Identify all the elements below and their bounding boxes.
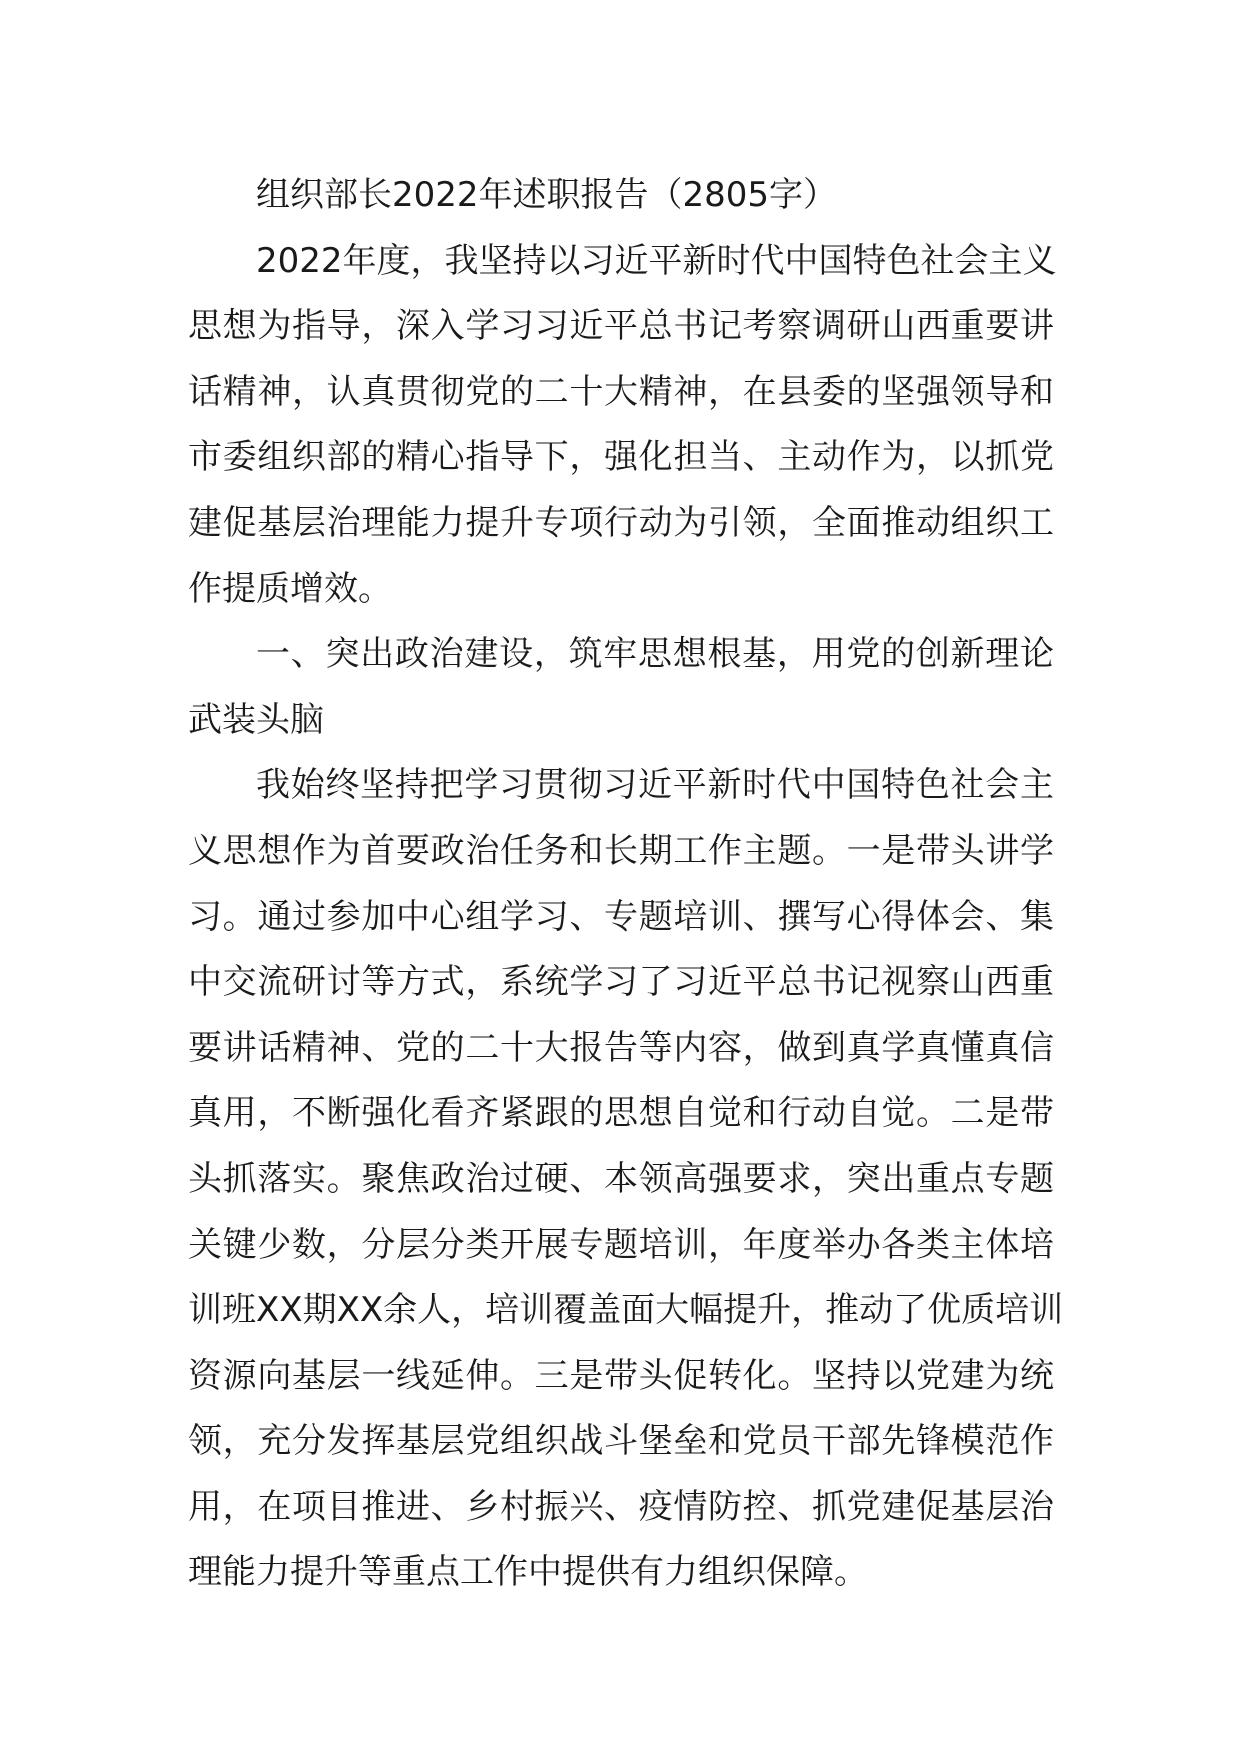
- paragraph-line: 我始终坚持把学习贯彻习近平新时代中国特色社会主: [256, 765, 1054, 806]
- paragraph-line: 中交流研讨等方式，系统学习了习近平总书记视察山西重: [188, 962, 1054, 1003]
- paragraph-line: 资源向基层一线延伸。三是带头促转化。坚持以党建为统: [188, 1355, 1054, 1396]
- paragraph-line: 话精神，认真贯彻党的二十大精神，在县委的坚强领导和: [188, 371, 1054, 412]
- paragraph-line: 头抓落实。聚焦政治过硬、本领高强要求，突出重点专题: [188, 1158, 1054, 1199]
- paragraph-line: 真用，不断强化看齐紧跟的思想自觉和行动自觉。二是带: [188, 1093, 1054, 1134]
- paragraph-line: 作提质增效。: [188, 568, 392, 609]
- document-body: [188, 163, 1064, 1606]
- paragraph-line: 习。通过参加中心组学习、专题培训、撰写心得体会、集: [188, 896, 1054, 937]
- paragraph-line: 理能力提升等重点工作中提供有力组织保障。: [188, 1552, 868, 1593]
- paragraph-line: 领，充分发挥基层党组织战斗堡垒和党员干部先锋模范作: [188, 1421, 1054, 1462]
- paragraph-line: 市委组织部的精心指导下，强化担当、主动作为，以抓党: [188, 437, 1054, 478]
- section-heading-line: 一、突出政治建设，筑牢思想根基，用党的创新理论: [256, 634, 1054, 675]
- paragraph-line: 要讲话精神、党的二十大报告等内容，做到真学真懂真信: [188, 1027, 1054, 1068]
- section-heading-line: 武装头脑: [188, 699, 324, 740]
- paragraph-line: 训班XX期XX余人，培训覆盖面大幅提升，推动了优质培训: [188, 1290, 1064, 1331]
- paragraph-line: 关键少数，分层分类开展专题培训，年度举办各类主体培: [188, 1224, 1054, 1265]
- document-title: 组织部长2022年述职报告（2805字）: [256, 175, 838, 215]
- paragraph-line: 用，在项目推进、乡村振兴、疫情防控、抓党建促基层治: [188, 1486, 1054, 1527]
- paragraph-line: 思想为指导，深入学习习近平总书记考察调研山西重要讲: [188, 306, 1054, 347]
- paragraph-line: 义思想作为首要政治任务和长期工作主题。一是带头讲学: [188, 830, 1054, 871]
- paragraph-line: 2022年度，我坚持以习近平新时代中国特色社会主义: [256, 240, 1057, 281]
- paragraph-line: 建促基层治理能力提升专项行动为引领，全面推动组织工: [188, 502, 1054, 543]
